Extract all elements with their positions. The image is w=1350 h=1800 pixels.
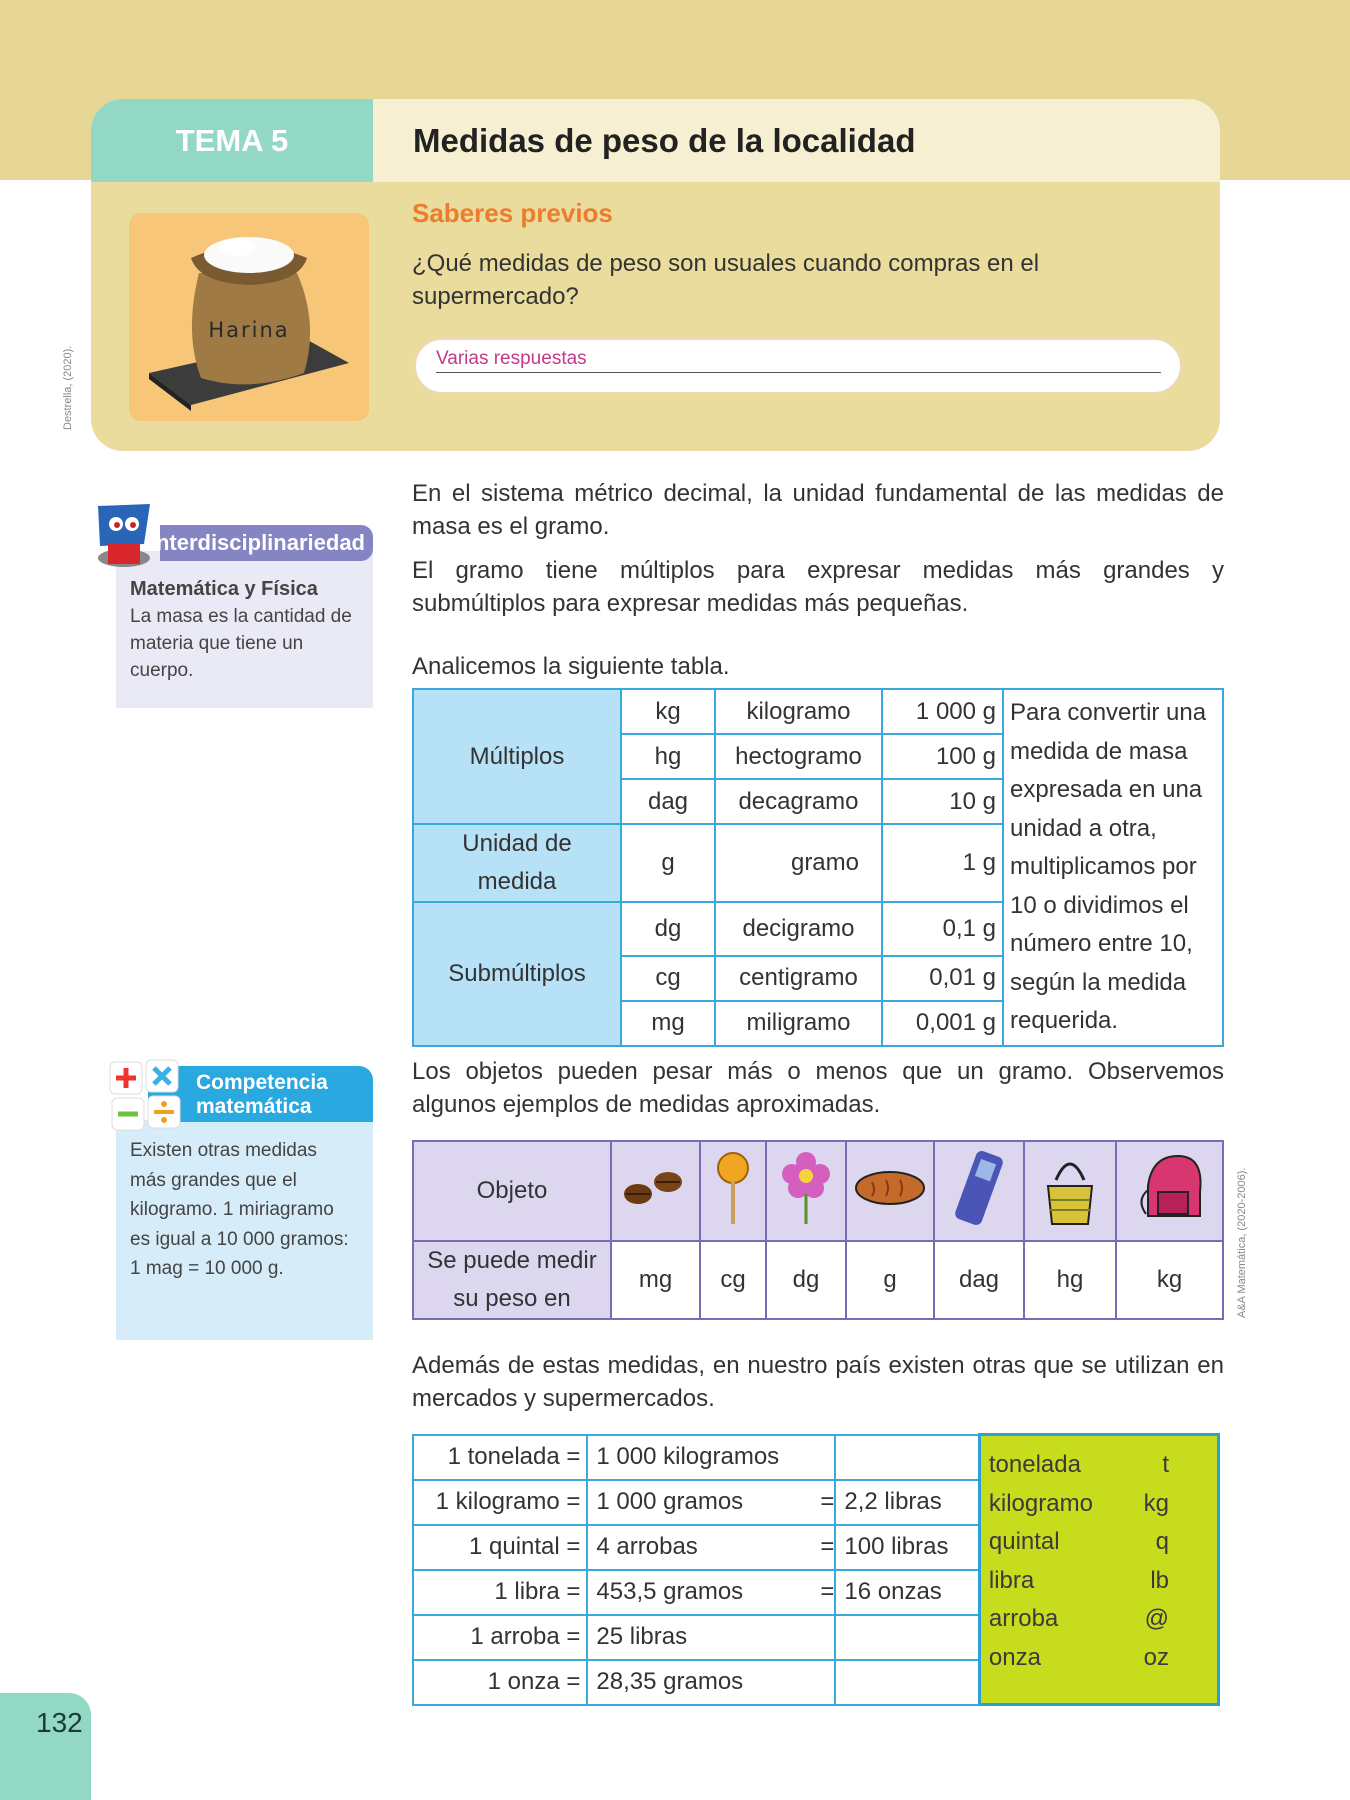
backpack-icon	[1116, 1141, 1223, 1241]
unit-name: centigramo	[715, 956, 882, 1001]
measure-left: 1 tonelada =	[413, 1435, 587, 1480]
measure-right	[835, 1615, 979, 1660]
flower-icon	[766, 1141, 846, 1241]
unit-name: miligramo	[715, 1001, 882, 1046]
object-unit: mg	[611, 1241, 700, 1319]
local-intro: Además de estas medidas, en nuestro país existen otras que se utilizan en mercados y supermercados.	[412, 1352, 1224, 1412]
group-label: Múltiplos	[413, 689, 621, 824]
interdisciplinary-heading: Interdisciplinariedad	[160, 525, 373, 561]
objects-table	[412, 1140, 1224, 1320]
competencia-text: Existen otras medidas más grandes que el kilogramo. 1 miriagramo es igual a 10 000 gramos: 1 mag = 10 000 g.	[130, 1140, 349, 1279]
measure-mid: 1 000 kilogramos	[587, 1435, 835, 1480]
unit-symbol: g	[621, 824, 715, 902]
phone-icon	[934, 1141, 1024, 1241]
measure-mid: 1 000 gramos	[587, 1480, 820, 1525]
unit-name: decagramo	[715, 779, 882, 824]
unit-symbol: hg	[621, 734, 715, 779]
unit-value: 0,001 g	[882, 1001, 1003, 1046]
objects-row-label: Objeto	[413, 1141, 611, 1241]
coffee-beans-icon	[611, 1141, 700, 1241]
units-table	[412, 688, 1224, 1047]
interdisciplinary-subheading: Matemática y Física	[130, 578, 318, 600]
unit-value: 0,01 g	[882, 956, 1003, 1001]
unit-value: 10 g	[882, 779, 1003, 824]
intro-paragraph-2: El gramo tiene múltiplos para expresar medidas más grandes y submúltiplos para expresar medidas más pequeñas.	[412, 557, 1224, 617]
local-measures-table	[412, 1433, 1220, 1706]
table-row	[413, 689, 1223, 734]
unit-name: decigramo	[715, 902, 882, 956]
equals-sign: =	[820, 1570, 835, 1615]
saberes-heading: Saberes previos	[412, 198, 613, 228]
lollipop-icon	[700, 1141, 766, 1241]
measure-right: 100 libras	[835, 1525, 979, 1570]
table-row	[413, 1435, 1219, 1480]
tema-label: TEMA 5	[91, 99, 373, 182]
equals-sign: =	[820, 1525, 835, 1570]
object-unit: dag	[934, 1241, 1024, 1319]
flour-bag-image	[129, 213, 369, 421]
unit-symbol: cg	[621, 956, 715, 1001]
intro-paragraph-1: En el sistema métrico decimal, la unidad fundamental de las medidas de masa es el gramo.	[412, 480, 1224, 540]
unit-name: gramo	[715, 824, 882, 902]
unit-value: 1 g	[882, 824, 1003, 902]
measure-left: 1 libra =	[413, 1570, 587, 1615]
margin-left	[0, 180, 91, 451]
abbreviation-row: libra lb	[988, 1566, 1169, 1594]
object-unit: hg	[1024, 1241, 1116, 1319]
unit-symbol: dag	[621, 779, 715, 824]
group-label: Submúltiplos	[413, 902, 621, 1046]
unit-value: 1 000 g	[882, 689, 1003, 734]
measure-left: 1 kilogramo =	[413, 1480, 587, 1525]
measure-mid: 25 libras	[587, 1615, 835, 1660]
page-title: Medidas de peso de la localidad	[373, 99, 1220, 182]
measure-left: 1 arroba =	[413, 1615, 587, 1660]
equals-sign: =	[820, 1480, 835, 1525]
intro-paragraph-3: Analicemos la siguiente tabla.	[412, 653, 730, 680]
unit-symbol: kg	[621, 689, 715, 734]
competencia-heading: Competencia matemática	[148, 1066, 373, 1122]
interdisciplinary-text: La masa es la cantidad de materia que tiene un cuerpo.	[130, 606, 352, 681]
measure-left: 1 onza =	[413, 1660, 587, 1705]
unit-value: 100 g	[882, 734, 1003, 779]
unit-value: 0,1 g	[882, 902, 1003, 956]
conversion-note: Para convertir una medida de masa expresada en una unidad a otra, multiplicamos por 10 o dividimos el número entre 10, según la medida requerida.	[1003, 689, 1223, 1046]
objects-intro: Los objetos pueden pesar más o menos que un gramo. Observemos algunos ejemplos de medidas aproximadas.	[412, 1058, 1224, 1118]
answer-text[interactable]: Varias respuestas	[436, 348, 1161, 373]
math-operations-icon	[108, 1058, 184, 1139]
bread-icon	[846, 1141, 934, 1241]
unit-name: hectogramo	[715, 734, 882, 779]
abbreviation-row: kilogramo kg	[988, 1489, 1169, 1517]
image-credit: Destrella, (2020).	[62, 345, 74, 430]
bag-icon	[1024, 1141, 1116, 1241]
measure-right: 2,2 libras	[835, 1480, 979, 1525]
unit-name: kilogramo	[715, 689, 882, 734]
abbreviations-box	[979, 1435, 1218, 1705]
measure-right	[835, 1660, 979, 1705]
table-row	[413, 1141, 1223, 1241]
object-unit: dg	[766, 1241, 846, 1319]
measure-row-label: Se puede medir su peso en	[413, 1241, 611, 1319]
object-unit: g	[846, 1241, 934, 1319]
image-credit-right: A&A Matemática, (2020-2006).	[1236, 1167, 1248, 1318]
unit-symbol: dg	[621, 902, 715, 956]
margin-right	[1220, 180, 1350, 451]
abbreviation-row: onza oz	[988, 1643, 1169, 1671]
table-row	[413, 1241, 1223, 1319]
measure-right	[835, 1435, 979, 1480]
flour-label: Harina	[208, 318, 290, 342]
object-unit: kg	[1116, 1241, 1223, 1319]
measure-mid: 453,5 gramos	[587, 1570, 820, 1615]
measure-left: 1 quintal =	[413, 1525, 587, 1570]
page-number: 132	[0, 1693, 91, 1800]
book-character-icon	[90, 500, 166, 577]
object-unit: cg	[700, 1241, 766, 1319]
group-label: Unidad de medida	[413, 824, 621, 902]
measure-right: 16 onzas	[835, 1570, 979, 1615]
abbreviation-row: tonelada t	[988, 1451, 1169, 1478]
unit-symbol: mg	[621, 1001, 715, 1046]
measure-mid: 28,35 gramos	[587, 1660, 835, 1705]
question-text: ¿Qué medidas de peso son usuales cuando compras en el supermercado?	[412, 250, 1040, 310]
abbreviation-row: quintal q	[988, 1528, 1169, 1555]
abbreviation-row: arroba @	[988, 1605, 1169, 1632]
measure-mid: 4 arrobas	[587, 1525, 820, 1570]
